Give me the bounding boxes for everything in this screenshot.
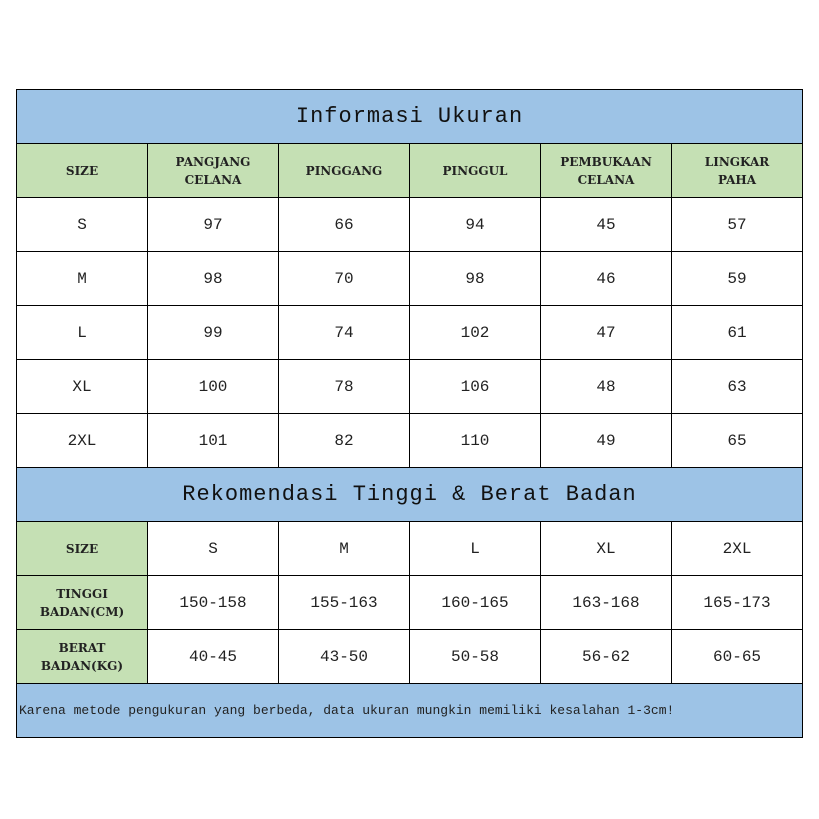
- table-cell: [17, 306, 148, 360]
- table-cell-text: 94: [465, 215, 485, 234]
- column-header-text: CELANA: [577, 172, 635, 187]
- table-row: [17, 306, 803, 360]
- table-cell-text: 57: [727, 215, 747, 234]
- table-cell: [279, 360, 410, 414]
- table-cell-text: 106: [460, 377, 490, 396]
- size-table-title: [17, 90, 803, 144]
- footer-note: [17, 684, 803, 738]
- table-cell: [410, 414, 541, 468]
- table-cell: [541, 630, 672, 684]
- table-cell-text: 165-173: [703, 593, 771, 612]
- row-header: [17, 522, 148, 576]
- table-cell: [148, 198, 279, 252]
- table-cell-text: 59: [727, 269, 747, 288]
- table-cell-text: L: [470, 539, 480, 558]
- title-row: [17, 90, 803, 144]
- table-cell: [672, 198, 803, 252]
- table-cell: [410, 576, 541, 630]
- table-row: [17, 630, 803, 684]
- table-cell: [672, 360, 803, 414]
- table-cell-text: L: [77, 323, 87, 342]
- row-header-text: TINGGI: [56, 586, 108, 601]
- table-cell: [672, 522, 803, 576]
- table-cell: [279, 414, 410, 468]
- table-cell-text: 163-168: [572, 593, 640, 612]
- table-cell: [279, 522, 410, 576]
- table-cell: [17, 360, 148, 414]
- table-cell-text: 47: [596, 323, 616, 342]
- table-cell-text: 98: [203, 269, 223, 288]
- recommend-table-title: [17, 468, 803, 522]
- table-cell-text: 99: [203, 323, 223, 342]
- table-cell: [672, 414, 803, 468]
- table-cell-text: S: [77, 215, 87, 234]
- table-cell: [148, 306, 279, 360]
- table-row: [17, 252, 803, 306]
- table-row: [17, 360, 803, 414]
- table-cell: [279, 252, 410, 306]
- table-cell-text: 97: [203, 215, 223, 234]
- table-cell-text: 65: [727, 431, 747, 450]
- table-cell-text: M: [339, 539, 349, 558]
- table-cell: [17, 252, 148, 306]
- table-cell-text: 110: [460, 431, 490, 450]
- table-cell-text: 155-163: [310, 593, 378, 612]
- table-cell: [541, 198, 672, 252]
- recommend-table-title-text: Rekomendasi Tinggi & Berat Badan: [182, 482, 637, 507]
- table-cell-text: 43-50: [319, 647, 368, 666]
- table-cell: [410, 306, 541, 360]
- table-cell-text: 78: [334, 377, 354, 396]
- table-cell-text: 2XL: [722, 539, 752, 558]
- table-cell: [279, 576, 410, 630]
- column-header-text: PINGGUL: [442, 163, 508, 178]
- table-cell-text: 40-45: [188, 647, 237, 666]
- table-cell-text: 82: [334, 431, 354, 450]
- table-row: [17, 522, 803, 576]
- table-cell: [148, 576, 279, 630]
- table-cell: [410, 252, 541, 306]
- table-cell: [541, 252, 672, 306]
- table-cell: [148, 414, 279, 468]
- table-cell: [410, 360, 541, 414]
- table-cell-text: 102: [460, 323, 490, 342]
- row-header-text: BERAT: [58, 640, 106, 655]
- table-cell-text: 56-62: [581, 647, 630, 666]
- column-header: [148, 144, 279, 198]
- row-header: [17, 630, 148, 684]
- column-header-text: PEMBUKAAN: [560, 154, 652, 169]
- table-cell: [541, 522, 672, 576]
- table-cell-text: 60-65: [713, 647, 762, 666]
- table-cell-text: 98: [465, 269, 485, 288]
- table-cell: [17, 198, 148, 252]
- table-cell: [672, 576, 803, 630]
- column-header-text: PANGJANG: [175, 154, 251, 169]
- table-cell: [148, 252, 279, 306]
- table-cell-text: 49: [596, 431, 616, 450]
- table-cell-text: 61: [727, 323, 747, 342]
- row-header-text: BADAN(KG): [40, 658, 124, 673]
- row-header-text: SIZE: [65, 541, 99, 556]
- table-cell-text: 101: [198, 431, 228, 450]
- table-cell: [410, 630, 541, 684]
- table-cell: [672, 252, 803, 306]
- footer-note-text: Karena metode pengukuran yang berbeda, data ukuran mungkin memiliki kesalahan 1-3cm!: [19, 703, 675, 718]
- table-cell: [541, 306, 672, 360]
- table-cell-text: 74: [334, 323, 354, 342]
- column-header: [17, 144, 148, 198]
- table-row: [17, 576, 803, 630]
- table-cell-text: 100: [198, 377, 228, 396]
- table-cell: [279, 198, 410, 252]
- table-cell: [279, 306, 410, 360]
- table-cell: [148, 522, 279, 576]
- table-cell: [672, 306, 803, 360]
- table-cell-text: XL: [72, 377, 92, 396]
- column-header: [279, 144, 410, 198]
- table-cell: [279, 630, 410, 684]
- table-cell-text: XL: [596, 539, 616, 558]
- table-row: [17, 198, 803, 252]
- size-table-title-text: Informasi Ukuran: [295, 104, 524, 129]
- table-cell-text: 150-158: [179, 593, 247, 612]
- table-cell-text: S: [208, 539, 218, 558]
- table-cell-text: 160-165: [441, 593, 509, 612]
- footer-row: [17, 684, 803, 738]
- table-cell-text: 63: [727, 377, 747, 396]
- table-cell-text: 50-58: [450, 647, 499, 666]
- size-chart: [16, 89, 803, 738]
- column-header: [541, 144, 672, 198]
- table-cell-text: 46: [596, 269, 616, 288]
- table-cell: [17, 414, 148, 468]
- table-row: [17, 414, 803, 468]
- table-cell: [410, 522, 541, 576]
- table-cell-text: 66: [334, 215, 354, 234]
- table-cell-text: M: [77, 269, 87, 288]
- row-header-text: BADAN(CM): [39, 604, 125, 619]
- table-cell-text: 70: [334, 269, 354, 288]
- table-cell: [410, 198, 541, 252]
- column-header: [672, 144, 803, 198]
- table-cell: [148, 360, 279, 414]
- table-cell-text: 45: [596, 215, 616, 234]
- column-header-text: CELANA: [184, 172, 242, 187]
- title-row: [17, 468, 803, 522]
- table-cell: [541, 414, 672, 468]
- column-header-text: PINGGANG: [305, 163, 383, 178]
- table-cell: [541, 360, 672, 414]
- table-cell-text: 2XL: [67, 431, 97, 450]
- column-header-text: SIZE: [65, 163, 99, 178]
- table-cell: [672, 630, 803, 684]
- column-header: [410, 144, 541, 198]
- table-cell: [148, 630, 279, 684]
- column-header-text: PAHA: [717, 172, 757, 187]
- column-header-text: LINGKAR: [704, 154, 770, 169]
- row-header: [17, 576, 148, 630]
- header-row: [17, 144, 803, 198]
- table-cell: [541, 576, 672, 630]
- table-cell-text: 48: [596, 377, 616, 396]
